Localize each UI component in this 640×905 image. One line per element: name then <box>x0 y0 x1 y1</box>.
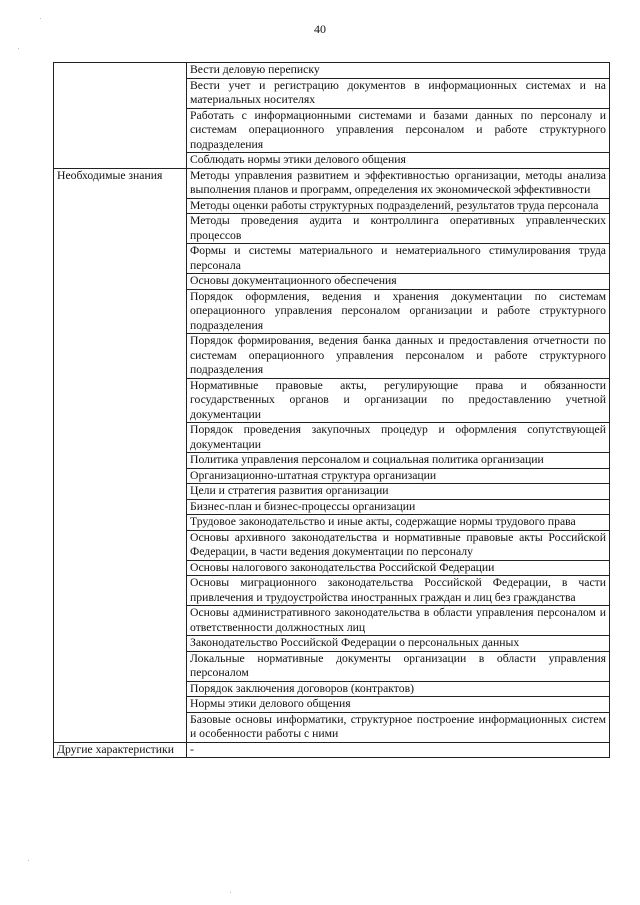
other-label: Другие характеристики <box>54 742 187 758</box>
knowledge-item: Порядок заключения договоров (контрактов) <box>187 681 610 697</box>
knowledge-item: Локальные нормативные документы организации в области управления персоналом <box>187 651 610 681</box>
knowledge-label: Необходимые знания <box>54 168 187 742</box>
skill-item: Вести учет и регистрацию документов в информационных системах и на материальных носителях <box>187 78 610 108</box>
knowledge-item: Основы документационного обеспечения <box>187 274 610 290</box>
table-row <box>54 168 610 198</box>
knowledge-item: Базовые основы информатики, структурное построение информационных систем и особенности работы с ними <box>187 712 610 742</box>
knowledge-item: Формы и системы материального и нематериального стимулирования труда персонала <box>187 244 610 274</box>
knowledge-item: Порядок оформления, ведения и хранения документации по системам операционного управления персоналом организации и работе структурного подразделения <box>187 289 610 334</box>
knowledge-item: Основы миграционного законодательства Российской Федерации, в части привлечения и трудоустройства иностранных граждан и лиц без гражданства <box>187 576 610 606</box>
knowledge-item: Методы управления развитием и эффективностью организации, методы анализа выполнения планов и программ, определения их экономической эффективности <box>187 168 610 198</box>
other-value: - <box>187 742 610 758</box>
page-number: 40 <box>314 22 326 36</box>
knowledge-item: Методы оценки работы структурных подразделений, результатов труда персонала <box>187 198 610 214</box>
table-row <box>54 742 610 758</box>
empty-label-cell <box>54 63 187 169</box>
knowledge-item: Методы проведения аудита и контроллинга оперативных управленческих процессов <box>187 214 610 244</box>
skill-item: Вести деловую переписку <box>187 63 610 79</box>
knowledge-item: Порядок проведения закупочных процедур и оформления сопутствующей документации <box>187 423 610 453</box>
knowledge-item: Порядок формирования, ведения банка данных и предоставления отчетности по системам операционного управления персоналом и работе структурного подразделения <box>187 334 610 379</box>
knowledge-item: Нормы этики делового общения <box>187 697 610 713</box>
knowledge-item: Основы налогового законодательства Российской Федерации <box>187 560 610 576</box>
skill-item: Соблюдать нормы этики делового общения <box>187 153 610 169</box>
knowledge-item: Бизнес-план и бизнес-процессы организации <box>187 499 610 515</box>
knowledge-item: Трудовое законодательство и иные акты, содержащие нормы трудового права <box>187 515 610 531</box>
knowledge-item: Законодательство Российской Федерации о персональных данных <box>187 636 610 652</box>
skill-item: Работать с информационными системами и базами данных по персоналу и системам операционного управления персоналом и работе структурного подразделения <box>187 108 610 153</box>
table-row <box>54 63 610 79</box>
requirements-table <box>53 62 610 758</box>
knowledge-item: Политика управления персоналом и социальная политика организации <box>187 453 610 469</box>
knowledge-item: Нормативные правовые акты, регулирующие права и обязанности государственных органов и организации по предоставлению учетной документации <box>187 378 610 423</box>
knowledge-item: Основы административного законодательства в области управления персоналом и ответственности должностных лиц <box>187 606 610 636</box>
knowledge-item: Цели и стратегия развития организации <box>187 484 610 500</box>
knowledge-item: Основы архивного законодательства и нормативные правовые акты Российской Федерации, в части ведения документации по персоналу <box>187 530 610 560</box>
knowledge-item: Организационно-штатная структура организации <box>187 468 610 484</box>
